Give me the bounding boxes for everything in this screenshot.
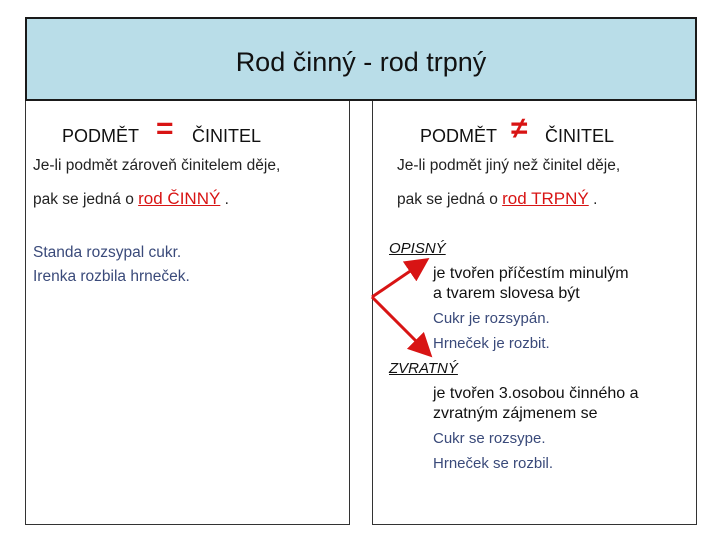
right-rule-line1: Je-li podmět jiný než činitel děje, [397, 157, 621, 174]
left-heading-agent: ČINITEL [192, 126, 262, 146]
left-rule-suffix: . [224, 191, 229, 208]
opisny-def-line1: je tvořen příčestím minulým [433, 265, 629, 282]
right-heading-agent: ČINITEL [545, 126, 615, 146]
slide-title: Rod činný - rod trpný [235, 47, 487, 77]
zvratny-label: ZVRATNÝ [389, 360, 458, 377]
equals-symbol: = [156, 112, 174, 145]
right-rule-line2 [397, 189, 597, 209]
right-rule-suffix: . [593, 191, 598, 208]
left-rule-line1: Je-li podmět zároveň činitelem děje, [33, 157, 281, 174]
left-example-1: Standa rozsypal cukr. [33, 244, 182, 261]
zvratny-def-line1: je tvořen 3.osobou činného a [433, 385, 639, 402]
arrow-to-opisny [372, 263, 422, 297]
zvratny-def-line2: zvratným zájmenem se [433, 405, 598, 422]
left-heading-subject: PODMĚT [62, 126, 140, 146]
arrow-to-example [372, 297, 426, 351]
left-rule-prefix: pak se jedná o [33, 191, 134, 208]
opisny-example-1: Cukr je rozsypán. [433, 310, 550, 327]
opisny-example-2: Hrneček je rozbit. [433, 335, 550, 352]
title-banner [25, 17, 697, 101]
not-equal-symbol: ≠ [511, 112, 528, 145]
left-example-2: Irenka rozbila hrneček. [33, 268, 190, 285]
right-heading-subject: PODMĚT [420, 126, 498, 146]
right-rule-prefix: pak se jedná o [397, 191, 498, 208]
left-rule-line2 [33, 189, 229, 209]
zvratny-example-1: Cukr se rozsype. [433, 430, 546, 447]
opisny-def-line2: a tvarem slovesa být [433, 285, 580, 302]
red-arrows-graphic [360, 255, 450, 365]
left-rule-term: rod ČINNÝ [138, 189, 221, 208]
opisny-label: OPISNÝ [389, 240, 446, 257]
right-rule-term: rod TRPNÝ [502, 189, 589, 208]
zvratny-example-2: Hrneček se rozbil. [433, 455, 554, 472]
